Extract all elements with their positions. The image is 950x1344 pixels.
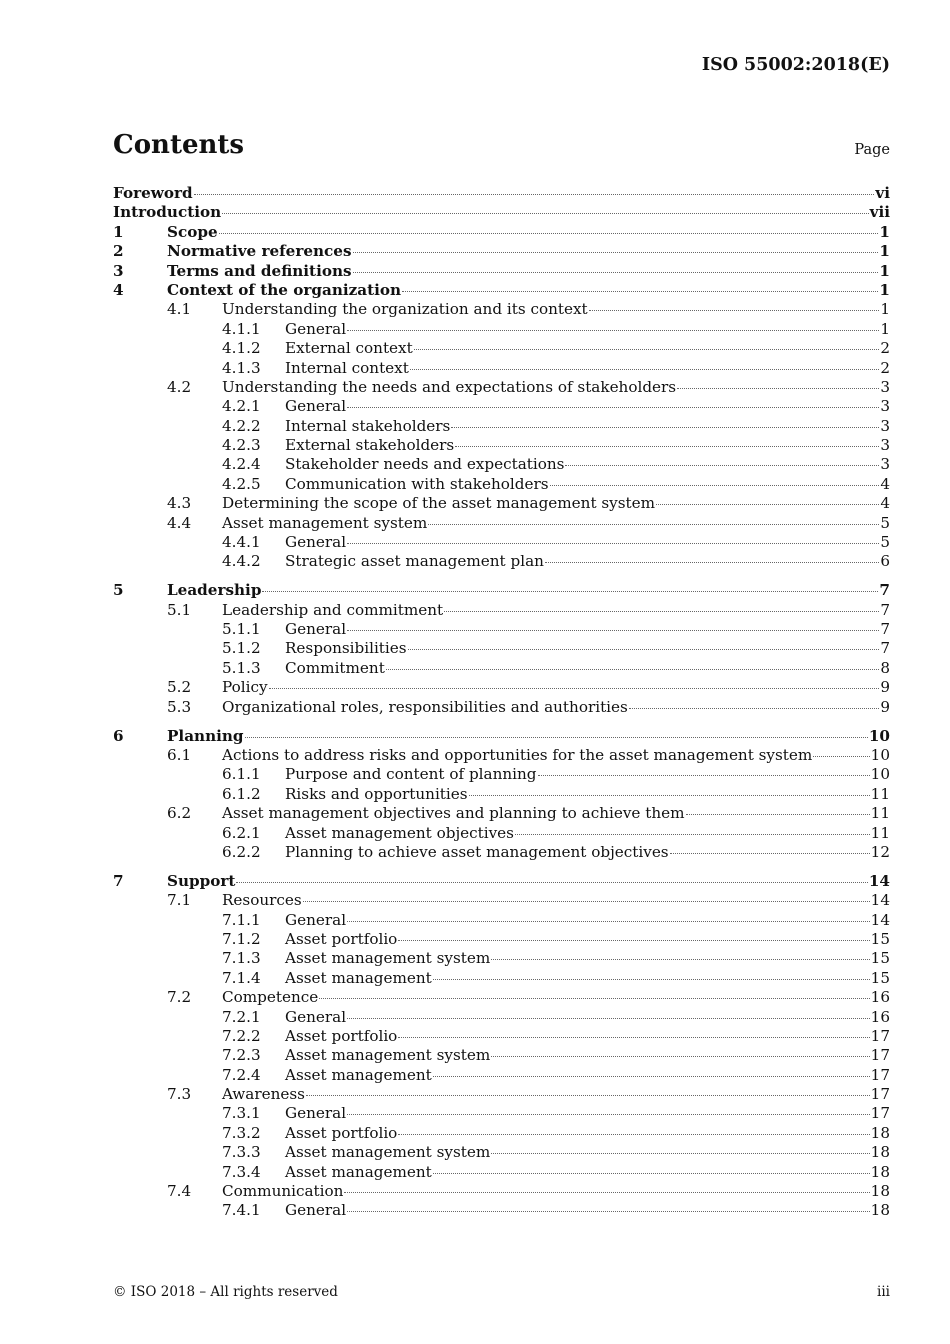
toc-entry[interactable] <box>113 824 890 843</box>
toc-entry[interactable] <box>113 988 890 1007</box>
toc-entry-title: Leadership and commitment <box>222 600 444 619</box>
toc-entry-page: 3 <box>880 397 890 416</box>
toc-entry[interactable] <box>113 581 890 600</box>
toc-entry-number: 6.2.1 <box>222 823 261 842</box>
dot-leader <box>550 485 880 486</box>
toc-entry-page: 17 <box>870 1065 890 1084</box>
toc-entry[interactable] <box>113 203 890 222</box>
dot-leader <box>469 795 870 796</box>
toc-entry-page: 15 <box>870 949 890 968</box>
contents-title: Contents <box>113 130 245 160</box>
toc-entry[interactable] <box>113 378 890 397</box>
dot-leader <box>491 1056 869 1057</box>
dot-leader <box>303 901 870 902</box>
dot-leader <box>491 1153 869 1154</box>
toc-entry-page: 12 <box>870 842 890 861</box>
dot-leader <box>353 272 879 273</box>
toc-entry-number: 7.3.3 <box>222 1143 261 1162</box>
toc-entry-number: 4 <box>113 280 124 299</box>
toc-entry-title: Policy <box>222 678 268 697</box>
toc-entry-page: 17 <box>870 1046 890 1065</box>
toc-entry[interactable] <box>113 397 890 416</box>
toc-entry-title: Actions to address risks and opportunities for the asset management system <box>222 745 813 764</box>
toc-entry[interactable] <box>113 1066 890 1085</box>
toc-entry-number: 4.4.1 <box>222 533 261 552</box>
dot-leader <box>444 611 879 612</box>
toc-entry-title: Internal context <box>285 358 409 377</box>
toc-entry-title: Planning to achieve asset management objectives <box>285 842 669 861</box>
toc-entry[interactable] <box>113 455 890 474</box>
toc-entry[interactable] <box>113 281 890 300</box>
toc-entry-page: 6 <box>880 552 890 571</box>
toc-entry-title: Asset management <box>285 1162 432 1181</box>
toc-entry-page: 11 <box>870 804 890 823</box>
toc-entry-page: 14 <box>870 891 890 910</box>
dot-leader <box>538 775 870 776</box>
toc-entry-number: 7.2.1 <box>222 1007 261 1026</box>
toc-entry-title: Communication <box>222 1182 344 1201</box>
toc-entry-title: Communication with stakeholders <box>285 474 549 493</box>
dot-leader <box>219 233 879 234</box>
dot-leader <box>344 1192 869 1193</box>
toc-entry[interactable] <box>113 417 890 436</box>
toc-entry-page: 17 <box>870 1104 890 1123</box>
toc-entry-page: 18 <box>870 1123 890 1142</box>
toc-entry-number: 7.1.4 <box>222 968 261 987</box>
toc-entry[interactable] <box>113 659 890 678</box>
toc-entry-page: 4 <box>880 494 890 513</box>
toc-entry-title: External stakeholders <box>285 436 455 455</box>
toc-entry-title: Responsibilities <box>285 639 407 658</box>
dot-leader <box>347 1114 870 1115</box>
toc-entry[interactable] <box>113 514 890 533</box>
dot-leader <box>347 407 879 408</box>
toc-entry-title: Internal stakeholders <box>285 416 451 435</box>
toc-entry-page: 3 <box>880 377 890 396</box>
dot-leader <box>319 998 869 999</box>
toc-entry-number: 7.1 <box>167 891 192 910</box>
toc-entry[interactable] <box>113 300 890 319</box>
table-of-contents <box>113 184 890 1221</box>
toc-entry-title: General <box>285 397 347 416</box>
toc-entry-number: 4.2.1 <box>222 397 261 416</box>
toc-entry[interactable] <box>113 223 890 242</box>
toc-entry[interactable] <box>113 1085 890 1104</box>
toc-entry-page: 10 <box>868 726 890 745</box>
toc-entry-page: 15 <box>870 968 890 987</box>
toc-entry-number: 4.4.2 <box>222 552 261 571</box>
toc-entry-number: 7.1.3 <box>222 949 261 968</box>
toc-entry-number: 4.2.3 <box>222 436 261 455</box>
toc-entry-title: Competence <box>222 988 319 1007</box>
toc-entry-page: 2 <box>880 358 890 377</box>
dot-leader <box>670 853 870 854</box>
toc-entry-number: 1 <box>113 222 124 241</box>
toc-entry-title: Scope <box>167 222 218 241</box>
toc-entry[interactable] <box>113 1124 890 1143</box>
toc-entry[interactable] <box>113 1163 890 1182</box>
toc-entry-page: 7 <box>880 639 890 658</box>
toc-entry-title: Risks and opportunities <box>285 784 468 803</box>
toc-entry-number: 4.2.5 <box>222 474 261 493</box>
toc-entry-number: 7.3 <box>167 1085 192 1104</box>
toc-entry[interactable] <box>113 320 890 339</box>
toc-entry-number: 4.2.2 <box>222 416 261 435</box>
toc-entry-page: 15 <box>870 929 890 948</box>
toc-entry[interactable] <box>113 698 890 717</box>
toc-entry[interactable] <box>113 911 890 930</box>
toc-entry-number: 7.3.4 <box>222 1162 261 1181</box>
dot-leader <box>589 310 880 311</box>
toc-entry[interactable] <box>113 436 890 455</box>
toc-entry[interactable] <box>113 843 890 862</box>
toc-entry-title: Asset management <box>285 1065 432 1084</box>
toc-entry-title: General <box>285 1104 347 1123</box>
toc-entry-title: Normative references <box>167 242 352 261</box>
toc-entry[interactable] <box>113 184 890 203</box>
dot-leader <box>194 194 875 195</box>
toc-entry-page: 18 <box>870 1201 890 1220</box>
toc-entry-number: 7.2.4 <box>222 1065 261 1084</box>
toc-entry-page: 3 <box>880 416 890 435</box>
toc-entry-title: Leadership <box>167 581 262 600</box>
toc-entry-title: Asset portfolio <box>285 1123 398 1142</box>
footer-page-number: iii <box>877 1284 890 1300</box>
toc-entry-page: 1 <box>880 319 890 338</box>
toc-entry-title: General <box>285 1201 347 1220</box>
toc-entry-number: 7.2 <box>167 988 192 1007</box>
toc-entry-title: Determining the scope of the asset management system <box>222 494 656 513</box>
toc-entry-title: Asset management system <box>222 513 428 532</box>
toc-entry[interactable] <box>113 1027 890 1046</box>
toc-entry-page: 1 <box>879 280 890 299</box>
dot-leader <box>222 213 868 214</box>
toc-entry-title: Organizational roles, responsibilities and authorities <box>222 697 628 716</box>
toc-entry-number: 4.2.4 <box>222 455 261 474</box>
document-id: ISO 55002:2018(E) <box>701 55 890 75</box>
toc-entry-number: 7.4.1 <box>222 1201 261 1220</box>
toc-entry-title: Terms and definitions <box>167 261 352 280</box>
toc-entry-number: 4.2 <box>167 377 192 396</box>
toc-entry-number: 5.2 <box>167 678 192 697</box>
toc-entry[interactable] <box>113 494 890 513</box>
toc-entry[interactable] <box>113 949 890 968</box>
toc-entry[interactable] <box>113 552 890 571</box>
toc-entry-title: General <box>285 1007 347 1026</box>
toc-entry-number: 5.1.1 <box>222 620 261 639</box>
toc-entry-number: 4.1.2 <box>222 339 261 358</box>
dot-leader <box>686 814 870 815</box>
toc-entry[interactable] <box>113 262 890 281</box>
toc-entry-number: 3 <box>113 261 124 280</box>
toc-entry-title: Asset portfolio <box>285 1026 398 1045</box>
toc-entry-page: 9 <box>880 697 890 716</box>
toc-entry-page: 16 <box>870 988 890 1007</box>
toc-entry[interactable] <box>113 639 890 658</box>
toc-entry-page: 11 <box>870 784 890 803</box>
toc-entry-number: 6 <box>113 726 124 745</box>
toc-entry-page: vi <box>875 184 890 202</box>
toc-entry-page: 1 <box>880 300 890 319</box>
toc-entry-page: 1 <box>879 222 890 241</box>
dot-leader <box>545 562 879 563</box>
toc-entry[interactable] <box>113 1008 890 1027</box>
toc-entry[interactable] <box>113 746 890 765</box>
toc-entry[interactable] <box>113 1143 890 1162</box>
toc-entry-title: Understanding the organization and its context <box>222 300 588 319</box>
dot-leader <box>245 737 868 738</box>
dot-leader <box>565 465 879 466</box>
toc-entry-page: 18 <box>870 1182 890 1201</box>
toc-entry-title: Stakeholder needs and expectations <box>285 455 565 474</box>
toc-entry-number: 7.2.2 <box>222 1026 261 1045</box>
toc-entry-page: 5 <box>880 533 890 552</box>
toc-entry-number: 5.3 <box>167 697 192 716</box>
toc-entry-title: General <box>285 620 347 639</box>
dot-leader <box>408 649 880 650</box>
dot-leader <box>347 330 879 331</box>
toc-entry[interactable] <box>113 339 890 358</box>
dot-leader <box>677 388 879 389</box>
toc-entry-number: 4.3 <box>167 494 192 513</box>
dot-leader <box>347 1018 870 1019</box>
toc-entry-number: 4.4 <box>167 513 192 532</box>
toc-entry-title: Strategic asset management plan <box>285 552 544 571</box>
dot-leader <box>306 1095 870 1096</box>
toc-entry-title: Asset management system <box>285 949 491 968</box>
dot-leader <box>491 959 869 960</box>
dot-leader <box>347 921 870 922</box>
toc-entry-number: 6.1 <box>167 745 192 764</box>
toc-entry-page: 3 <box>880 436 890 455</box>
toc-entry-title: Planning <box>167 726 244 745</box>
toc-entry-page: 5 <box>880 513 890 532</box>
toc-entry-title: Awareness <box>222 1085 305 1104</box>
toc-entry-page: 14 <box>870 910 890 929</box>
toc-entry[interactable] <box>113 765 890 784</box>
toc-entry-title: Asset management objectives and planning to achieve them <box>222 804 685 823</box>
toc-entry-number: 5.1 <box>167 600 192 619</box>
toc-entry-page: 9 <box>880 678 890 697</box>
toc-entry-number: 6.1.2 <box>222 784 261 803</box>
toc-entry[interactable] <box>113 678 890 697</box>
toc-entry-title: Context of the organization <box>167 280 402 299</box>
toc-entry-title: General <box>285 533 347 552</box>
toc-entry-number: 7.1.1 <box>222 910 261 929</box>
toc-entry[interactable] <box>113 620 890 639</box>
dot-leader <box>398 1134 869 1135</box>
dot-leader <box>236 882 867 883</box>
toc-entry-title: Foreword <box>113 184 193 202</box>
dot-leader <box>433 1173 870 1174</box>
dot-leader <box>410 369 879 370</box>
toc-entry-number: 7.3.1 <box>222 1104 261 1123</box>
toc-entry-page: 16 <box>870 1007 890 1026</box>
toc-entry-title: Commitment <box>285 658 385 677</box>
toc-entry-page: 18 <box>870 1162 890 1181</box>
dot-leader <box>656 504 879 505</box>
toc-entry-number: 6.2.2 <box>222 842 261 861</box>
dot-leader <box>386 669 880 670</box>
toc-entry-page: 1 <box>879 242 890 261</box>
dot-leader <box>402 291 878 292</box>
page-column-label: Page <box>854 142 890 158</box>
toc-entry-title: General <box>285 319 347 338</box>
toc-entry[interactable] <box>113 969 890 988</box>
toc-entry-title: Asset portfolio <box>285 929 398 948</box>
dot-leader <box>451 427 879 428</box>
toc-entry-number: 7.3.2 <box>222 1123 261 1142</box>
toc-entry[interactable] <box>113 785 890 804</box>
toc-entry-page: 7 <box>880 600 890 619</box>
toc-entry-page: 18 <box>870 1143 890 1162</box>
dot-leader <box>347 630 879 631</box>
toc-entry[interactable] <box>113 727 890 746</box>
toc-entry[interactable] <box>113 1182 890 1201</box>
toc-entry-title: General <box>285 910 347 929</box>
toc-entry-number: 6.1.1 <box>222 765 261 784</box>
toc-entry-title: Asset management system <box>285 1143 491 1162</box>
toc-entry-page: 17 <box>870 1026 890 1045</box>
toc-entry-title: External context <box>285 339 413 358</box>
dot-leader <box>813 756 869 757</box>
dot-leader <box>629 708 880 709</box>
toc-entry[interactable] <box>113 533 890 552</box>
toc-entry-title: Asset management objectives <box>285 823 514 842</box>
dot-leader <box>515 834 870 835</box>
dot-leader <box>433 979 870 980</box>
toc-entry[interactable] <box>113 601 890 620</box>
dot-leader <box>347 1211 870 1212</box>
dot-leader <box>433 1076 870 1077</box>
dot-leader <box>347 543 879 544</box>
toc-entry-page: 2 <box>880 339 890 358</box>
dot-leader <box>353 252 879 253</box>
toc-entry-number: 7 <box>113 871 124 890</box>
toc-entry-title: Asset management <box>285 968 432 987</box>
toc-entry-number: 7.1.2 <box>222 929 261 948</box>
toc-entry-title: Introduction <box>113 203 222 222</box>
toc-entry-title: Understanding the needs and expectations of stakeholders <box>222 377 677 396</box>
toc-entry-number: 4.1.3 <box>222 358 261 377</box>
toc-entry[interactable] <box>113 1046 890 1065</box>
dot-leader <box>398 1037 869 1038</box>
toc-entry-number: 7.4 <box>167 1182 192 1201</box>
toc-entry-page: 10 <box>870 765 890 784</box>
toc-entry-page: 7 <box>880 620 890 639</box>
toc-entry-page: 17 <box>870 1085 890 1104</box>
dot-leader <box>398 940 869 941</box>
toc-entry-number: 2 <box>113 242 124 261</box>
dot-leader <box>428 524 879 525</box>
toc-entry-number: 7.2.3 <box>222 1046 261 1065</box>
toc-entry-number: 5.1.3 <box>222 658 261 677</box>
dot-leader <box>269 688 880 689</box>
toc-entry-page: 4 <box>880 474 890 493</box>
toc-entry-number: 5.1.2 <box>222 639 261 658</box>
toc-entry-page: 11 <box>870 823 890 842</box>
toc-entry-number: 6.2 <box>167 804 192 823</box>
toc-entry-title: Support <box>167 871 236 890</box>
toc-entry-page: 7 <box>879 581 890 600</box>
toc-entry[interactable] <box>113 1104 890 1123</box>
toc-entry[interactable] <box>113 804 890 823</box>
toc-entry[interactable] <box>113 872 890 891</box>
toc-entry-title: Asset management system <box>285 1046 491 1065</box>
toc-entry-page: vii <box>869 203 890 222</box>
toc-entry-page: 8 <box>880 658 890 677</box>
toc-entry[interactable] <box>113 242 890 261</box>
toc-entry-page: 3 <box>880 455 890 474</box>
toc-entry[interactable] <box>113 475 890 494</box>
toc-entry-page: 14 <box>868 871 890 890</box>
toc-entry[interactable] <box>113 359 890 378</box>
toc-entry[interactable] <box>113 930 890 949</box>
toc-entry[interactable] <box>113 891 890 910</box>
toc-entry[interactable] <box>113 1201 890 1220</box>
dot-leader <box>455 446 879 447</box>
toc-entry-title: Resources <box>222 891 302 910</box>
dot-leader <box>414 349 880 350</box>
toc-entry-page: 1 <box>879 261 890 280</box>
toc-entry-number: 4.1 <box>167 300 192 319</box>
footer-copyright: © ISO 2018 – All rights reserved <box>113 1284 338 1300</box>
toc-entry-number: 4.1.1 <box>222 319 261 338</box>
toc-entry-page: 10 <box>870 745 890 764</box>
dot-leader <box>262 591 878 592</box>
toc-entry-number: 5 <box>113 581 124 600</box>
toc-entry-title: Purpose and content of planning <box>285 765 537 784</box>
